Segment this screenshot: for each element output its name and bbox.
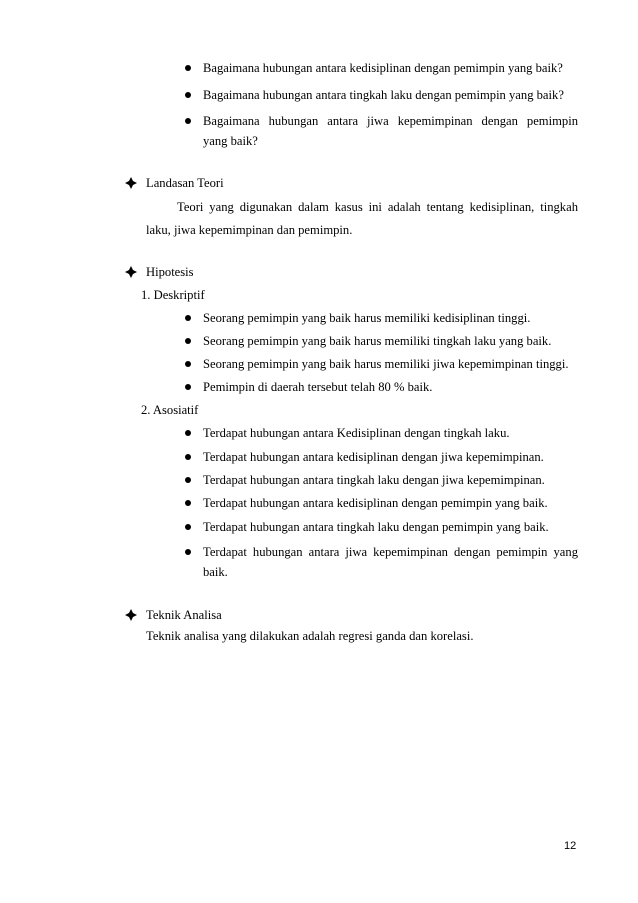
- bullet-icon: [185, 430, 191, 436]
- bullet-icon: [185, 384, 191, 390]
- deskriptif-item-2: Seorang pemimpin yang baik harus memiliki tingkah laku yang baik.: [203, 334, 552, 348]
- bullet-icon: [185, 65, 191, 71]
- landasan-heading: Landasan Teori: [146, 176, 224, 190]
- asosiatif-item-1: Terdapat hubungan antara Kedisiplinan dengan tingkah laku.: [203, 426, 510, 440]
- landasan-line2: laku, jiwa kepemimpinan dan pemimpin.: [146, 223, 353, 237]
- bullet-icon: [185, 500, 191, 506]
- asosiatif-item-6-line2: baik.: [203, 565, 228, 579]
- deskriptif-item-3: Seorang pemimpin yang baik harus memiliki jiwa kepemimpinan tinggi.: [203, 357, 569, 371]
- bullet-icon: [185, 315, 191, 321]
- asosiatif-item-6-line1: Terdapat hubungan antara jiwa kepemimpinan dengan pemimpin yang: [203, 545, 578, 559]
- intro-bullet-2: Bagaimana hubungan antara tingkah laku dengan pemimpin yang baik?: [203, 88, 564, 102]
- intro-bullet-1: Bagaimana hubungan antara kedisiplinan dengan pemimpin yang baik?: [203, 61, 563, 75]
- asosiatif-label: 2. Asosiatif: [141, 403, 199, 417]
- deskriptif-label: 1. Deskriptif: [141, 288, 205, 302]
- landasan-line1: Teori yang digunakan dalam kasus ini adalah tentang kedisiplinan, tingkah: [177, 200, 578, 214]
- intro-bullet-3-line2: yang baik?: [203, 134, 258, 148]
- teknik-heading: Teknik Analisa: [146, 608, 222, 622]
- four-petal-diamond-icon: [125, 177, 137, 189]
- bullet-icon: [185, 549, 191, 555]
- bullet-icon: [185, 454, 191, 460]
- page-number: 12: [564, 840, 577, 852]
- bullet-icon: [185, 477, 191, 483]
- teknik-text: Teknik analisa yang dilakukan adalah regresi ganda dan korelasi.: [146, 629, 474, 643]
- asosiatif-item-2: Terdapat hubungan antara kedisiplinan dengan jiwa kepemimpinan.: [203, 450, 544, 464]
- four-petal-diamond-icon: [125, 266, 137, 278]
- bullet-icon: [185, 361, 191, 367]
- bullet-icon: [185, 92, 191, 98]
- deskriptif-item-1: Seorang pemimpin yang baik harus memiliki kedisiplinan tinggi.: [203, 311, 531, 325]
- deskriptif-item-4: Pemimpin di daerah tersebut telah 80 % baik.: [203, 380, 433, 394]
- hipotesis-heading: Hipotesis: [146, 265, 194, 279]
- asosiatif-item-3: Terdapat hubungan antara tingkah laku dengan jiwa kepemimpinan.: [203, 473, 545, 487]
- intro-bullet-3-line1: Bagaimana hubungan antara jiwa kepemimpinan dengan pemimpin: [203, 114, 578, 128]
- four-petal-diamond-icon: [125, 609, 137, 621]
- asosiatif-item-4: Terdapat hubungan antara kedisiplinan dengan pemimpin yang baik.: [203, 496, 548, 510]
- bullet-icon: [185, 118, 191, 124]
- bullet-icon: [185, 524, 191, 530]
- bullet-icon: [185, 338, 191, 344]
- asosiatif-item-5: Terdapat hubungan antara tingkah laku dengan pemimpin yang baik.: [203, 520, 549, 534]
